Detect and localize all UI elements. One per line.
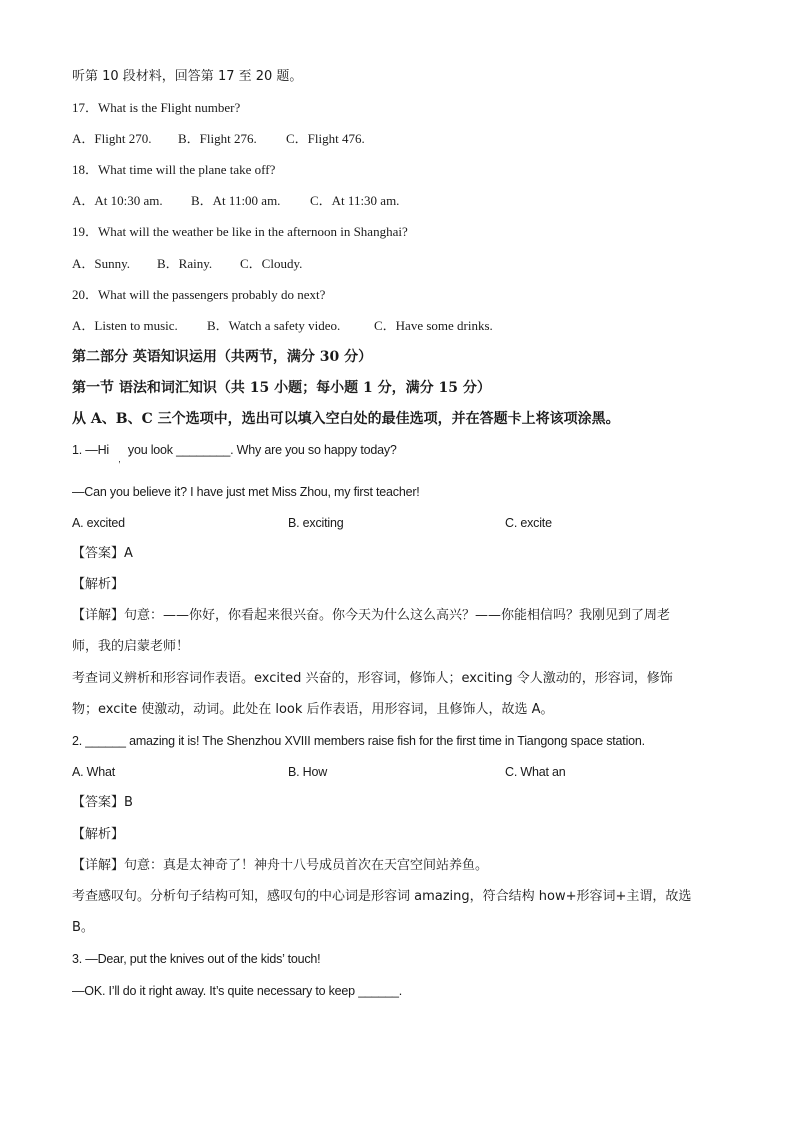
option-a: A．Listen to music. — [72, 318, 178, 333]
question-1-greeting: 1. —Hi — [72, 443, 110, 457]
section1-title: 第一节 语法和词汇知识（共 15 小题；每小题 1 分，满分 15 分） — [72, 380, 491, 396]
option-c: C．Have some drinks. — [374, 318, 493, 333]
section1-instruction: 从 A、B、C 三个选项中，选出可以填入空白处的最佳选项，并在答题卡上将该项涂黑。 — [72, 411, 620, 427]
option-a: A．At 10:30 am. — [72, 193, 163, 208]
question-1-analysis-tag: 【解析】 — [72, 577, 125, 592]
question-3-line1: 3. —Dear, put the knives out of the kids’ touch! — [72, 952, 321, 966]
question-1-detail-1: 【详解】句意：——你好，你看起来很兴奋。你今天为什么这么高兴？——你能相信吗？我刚见到了周老 — [72, 608, 671, 623]
question-3-line2: —OK. I’ll do it right away. It’s quite necessary to keep ______. — [72, 984, 402, 998]
question-1-answer: 【答案】A — [72, 546, 133, 561]
question-1-detail-2: 师，我的启蒙老师！ — [72, 639, 190, 654]
option-c: C．At 11:30 am. — [310, 193, 400, 208]
question-2-detail-1: 【详解】句意：真是太神奇了！神舟十八号成员首次在天宫空间站养鱼。 — [72, 858, 489, 873]
option-c: C. excite — [505, 516, 552, 530]
question-2-answer: 【答案】B — [72, 795, 133, 810]
question-18-stem: 18．What time will the plane take off? — [72, 162, 276, 177]
option-b: B. exciting — [288, 516, 344, 530]
question-1-detail-3: 考查词义辨析和形容词作表语。excited 兴奋的，形容词，修饰人；exciting 令人激动的，形容词，修饰 — [72, 671, 673, 686]
question-1-detail-4: 物；excite 使激动，动词。此处在 look 后作表语，用形容词，且修饰人，故选 A。 — [72, 702, 554, 717]
question-17-stem: 17．What is the Flight number? — [72, 100, 241, 115]
option-c: C．Cloudy. — [240, 256, 303, 271]
option-c: C. What an — [505, 765, 566, 779]
option-a: A．Flight 270. — [72, 131, 152, 146]
question-2-analysis-tag: 【解析】 — [72, 827, 125, 842]
option-b: B．At 11:00 am. — [191, 193, 281, 208]
question-1-line2: —Can you believe it? I have just met Miss Zhou, my first teacher! — [72, 485, 420, 499]
option-b: B. How — [288, 765, 328, 779]
option-a: A. excited — [72, 516, 125, 530]
question-19-stem: 19．What will the weather be like in the afternoon in Shanghai? — [72, 224, 408, 239]
part2-title: 第二部分 英语知识运用（共两节，满分 30 分） — [72, 349, 373, 365]
question-2-detail-2: 考查感叹句。分析句子结构可知，感叹句的中心词是形容词 amazing，符合结构 how+形容词+主谓，故选 — [72, 889, 692, 904]
option-b: B．Rainy. — [157, 256, 213, 271]
option-a: A. What — [72, 765, 116, 779]
question-1-rest: you look ________. Why are you so happy today? — [127, 443, 397, 457]
option-b: B．Watch a safety video. — [207, 318, 341, 333]
listening-intro: 听第 10 段材料，回答第 17 至 20 题。 — [72, 69, 303, 84]
question-1-comma: , — [118, 454, 121, 464]
option-a: A．Sunny. — [72, 256, 131, 271]
question-2-stem: 2. ______ amazing it is! The Shenzhou XVIII members raise fish for the first time in Tiangong space station. — [72, 734, 645, 748]
question-20-stem: 20．What will the passengers probably do next? — [72, 287, 326, 302]
question-2-detail-3: B。 — [72, 920, 94, 935]
option-c: C．Flight 476. — [286, 131, 365, 146]
option-b: B．Flight 276. — [178, 131, 257, 146]
question-1-line1 — [72, 441, 397, 464]
